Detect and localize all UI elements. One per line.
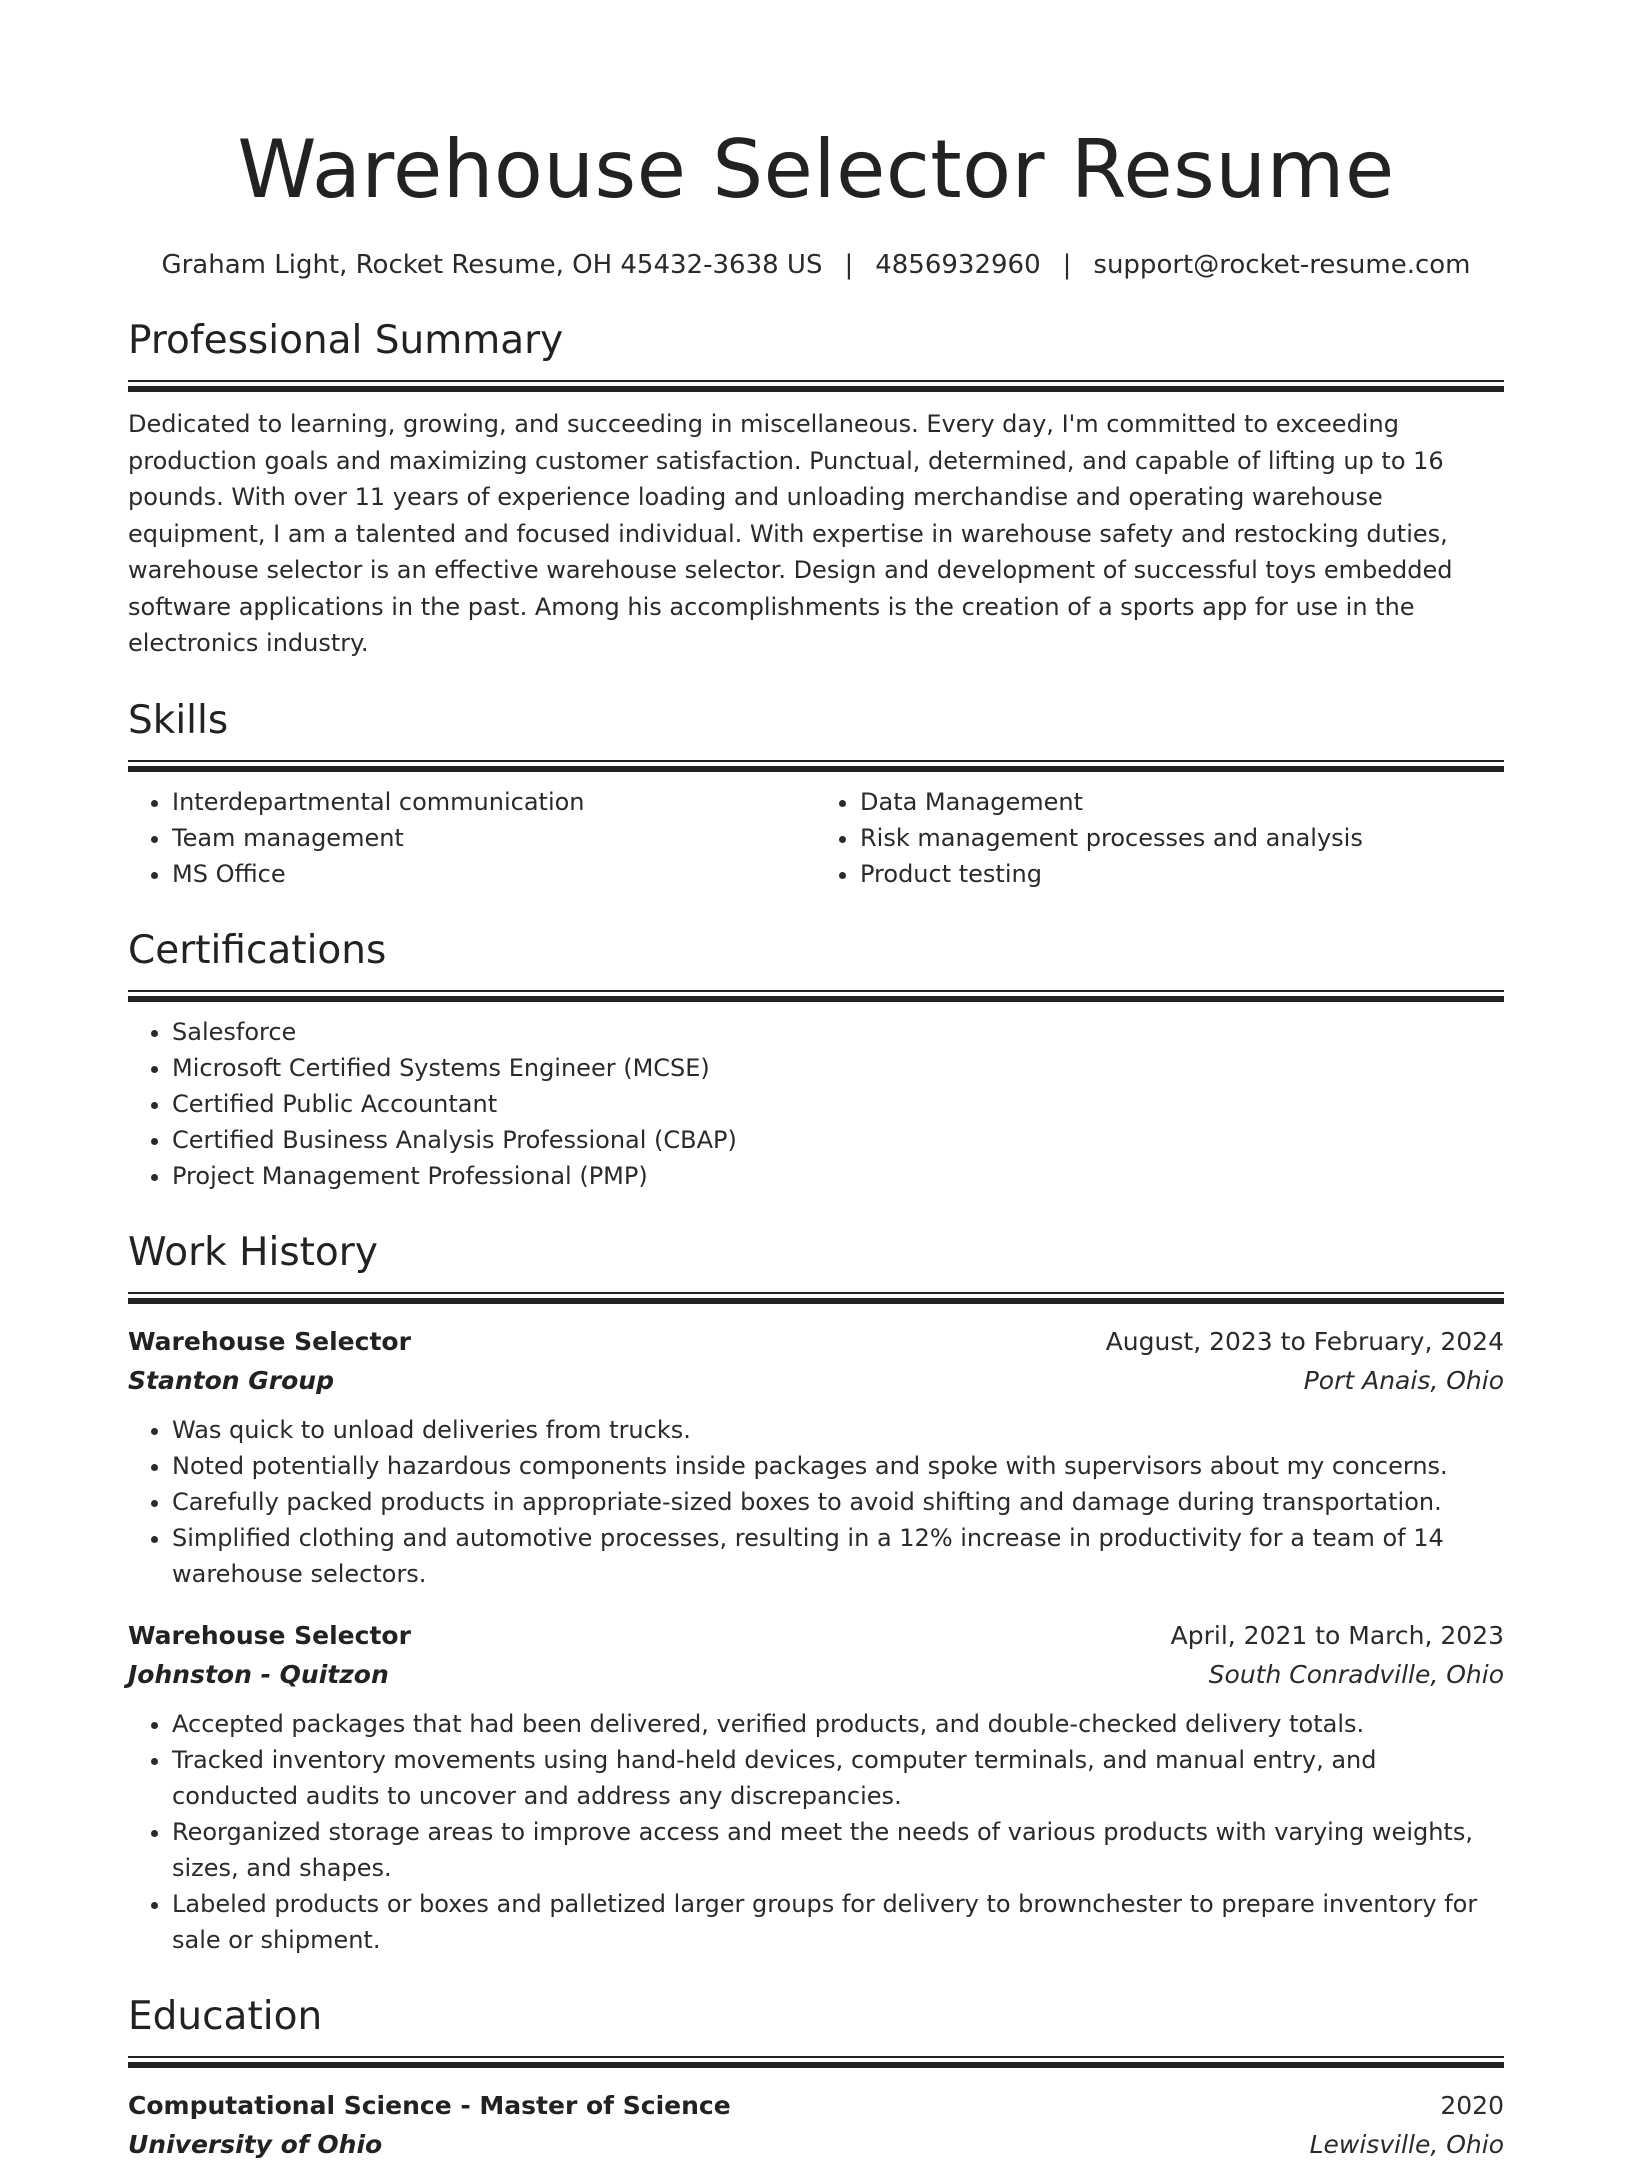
skill-item: • Team management — [172, 820, 816, 856]
skills-grid — [128, 784, 1504, 892]
certification-item: • Microsoft Certified Systems Engineer (MCSE) — [172, 1050, 1504, 1086]
job-duty-item: • Noted potentially hazardous components inside packages and spoke with supervisors about my concerns. — [172, 1448, 1504, 1484]
education-subheader-row — [128, 2125, 1504, 2164]
job-company: Stanton Group — [128, 1365, 334, 1395]
section-divider — [128, 380, 1504, 392]
certification-item: • Salesforce — [172, 1014, 1504, 1050]
job-duties-list — [128, 1412, 1504, 1592]
job-dates: April, 2021 to March, 2023 — [1170, 1620, 1504, 1650]
job-entry — [128, 1322, 1504, 1592]
summary-section — [128, 316, 1504, 662]
job-company: Johnston - Quitzon — [128, 1659, 389, 1689]
education-header-row — [128, 2086, 1504, 2125]
skill-item: • Interdepartmental communication — [172, 784, 816, 820]
certification-item: • Certified Business Analysis Professional (CBAP) — [172, 1122, 1504, 1158]
skills-column-right — [816, 784, 1504, 892]
job-duty-item: • Labeled products or boxes and palletized larger groups for delivery to brownchester to prepare inventory for sale or shipment. — [172, 1886, 1504, 1958]
education-section — [128, 1992, 1504, 2164]
contact-separator: | — [844, 250, 854, 280]
contact-phone: 4856932960 — [875, 250, 1041, 280]
section-divider — [128, 1292, 1504, 1304]
education-degree: Computational Science - Master of Science — [128, 2090, 731, 2120]
work-history-section — [128, 1228, 1504, 1958]
section-divider — [128, 760, 1504, 772]
job-duty-item: • Simplified clothing and automotive processes, resulting in a 12% increase in productivity for a team of 14 warehouse selectors. — [172, 1520, 1504, 1592]
education-school: University of Ohio — [128, 2129, 383, 2159]
job-duty-item: • Was quick to unload deliveries from trucks. — [172, 1412, 1504, 1448]
job-duty-item: • Tracked inventory movements using hand-held devices, computer terminals, and manual entry, and conducted audits to uncover and address any discrepancies. — [172, 1742, 1504, 1814]
job-location: Port Anais, Ohio — [1303, 1365, 1504, 1395]
section-heading-work-history: Work History — [128, 1229, 378, 1275]
section-heading-summary: Professional Summary — [128, 318, 564, 363]
job-dates: August, 2023 to February, 2024 — [1105, 1326, 1504, 1356]
section-heading-education: Education — [128, 1993, 323, 2039]
skill-item: • MS Office — [172, 856, 816, 892]
contact-address: Graham Light, Rocket Resume, OH 45432-3638 US — [161, 250, 823, 280]
skill-item: • Product testing — [860, 856, 1504, 892]
section-divider — [128, 2056, 1504, 2068]
education-entry — [128, 2086, 1504, 2164]
job-title: Warehouse Selector — [128, 1326, 411, 1356]
contact-email: support@rocket-resume.com — [1093, 250, 1471, 280]
certification-item: • Certified Public Accountant — [172, 1086, 1504, 1122]
job-subheader-row — [128, 1655, 1504, 1694]
contact-line — [128, 248, 1504, 282]
job-duty-item: • Reorganized storage areas to improve access and meet the needs of various products with varying weights, sizes, and shapes. — [172, 1814, 1504, 1886]
job-header-row — [128, 1616, 1504, 1655]
job-title: Warehouse Selector — [128, 1620, 411, 1650]
certifications-list — [128, 1014, 1504, 1194]
section-divider — [128, 990, 1504, 1002]
certification-item: • Project Management Professional (PMP) — [172, 1158, 1504, 1194]
job-duties-list — [128, 1706, 1504, 1958]
section-heading-certifications: Certifications — [128, 927, 387, 973]
skill-item: • Data Management — [860, 784, 1504, 820]
job-subheader-row — [128, 1361, 1504, 1400]
job-location: South Conradville, Ohio — [1208, 1659, 1504, 1689]
section-heading-skills: Skills — [128, 697, 229, 743]
education-year: 2020 — [1440, 2090, 1504, 2120]
job-duty-item: • Carefully packed products in appropriate-sized boxes to avoid shifting and damage during transportation. — [172, 1484, 1504, 1520]
resume-title: Warehouse Selector Resume — [237, 123, 1395, 216]
education-location: Lewisville, Ohio — [1309, 2129, 1504, 2159]
job-duty-item: • Accepted packages that had been delivered, verified products, and double-checked delivery totals. — [172, 1706, 1504, 1742]
summary-text: Dedicated to learning, growing, and succeeding in miscellaneous. Every day, I'm committed to exceeding production goals and maximizing customer satisfaction. Punctual, determined, and capable of lifting up to 16 pounds. With over 11 years of experience loading and unloading merchandise and operating warehouse equipment, I am a talented and focused individual. With expertise in warehouse safety and restocking duties, warehouse selector is an effective warehouse selector. Design and development of successful toys embedded software applications in the past. Among his accomplishments is the creation of a sports app for use in the electronics industry. — [128, 410, 1453, 657]
job-header-row — [128, 1322, 1504, 1361]
contact-separator: | — [1062, 250, 1072, 280]
skills-section — [128, 696, 1504, 892]
job-entry — [128, 1616, 1504, 1958]
skills-column-left — [128, 784, 816, 892]
certifications-section — [128, 926, 1504, 1194]
skill-item: • Risk management processes and analysis — [860, 820, 1504, 856]
